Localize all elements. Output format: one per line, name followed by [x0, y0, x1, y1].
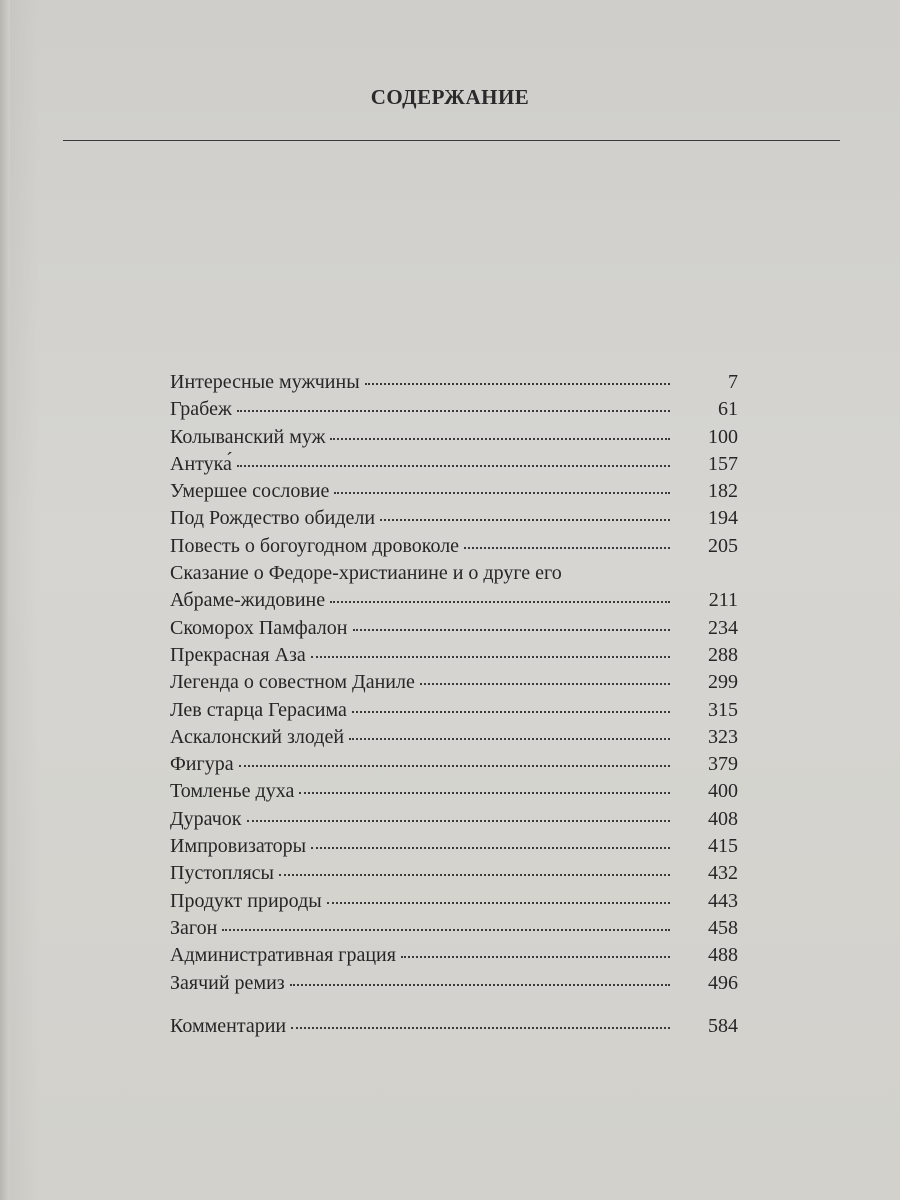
toc-entry: [170, 724, 738, 751]
leader-dots: [330, 599, 670, 603]
leader-dots: [352, 709, 670, 713]
toc-entry-page: 288: [708, 643, 738, 666]
leader-dots: [401, 954, 670, 958]
leader-dots: [311, 654, 670, 658]
page-title: СОДЕРЖАНИЕ: [370, 85, 530, 109]
page-binding-edge: [0, 0, 10, 1200]
toc-entry: [170, 806, 738, 833]
toc-entry: [170, 587, 738, 614]
leader-dots: [299, 790, 670, 794]
toc-entry: [170, 942, 738, 969]
leader-dots: [279, 872, 670, 876]
toc-entry: [170, 915, 738, 942]
leader-dots: [334, 490, 670, 494]
leader-dots: [239, 763, 670, 767]
leader-dots: [420, 681, 670, 685]
leader-dots: [380, 517, 670, 521]
toc-entry-title: Аскалонский злодей: [170, 725, 345, 748]
toc-entry-title: Заячий ремиз: [170, 971, 285, 994]
toc-entry-title: Повесть о богоугодном дровоколе: [170, 534, 460, 557]
toc-entry-title: Под Рождество обидели: [170, 507, 376, 530]
toc-entry: [170, 424, 738, 451]
toc-entry: [170, 669, 738, 696]
toc-entry-page: 315: [708, 698, 738, 721]
toc-entry: [170, 396, 738, 423]
toc-entry-title: Абраме-жидовине: [170, 589, 326, 612]
toc-entry: [170, 505, 738, 532]
toc-entry-title: Легенда о совестном Даниле: [170, 671, 415, 694]
toc-entry-page: 323: [708, 725, 738, 748]
toc-entry-title: Прекрасная Аза: [170, 643, 306, 666]
table-of-contents: [170, 369, 738, 1040]
leader-dots: [311, 845, 670, 849]
leader-dots: [291, 1025, 670, 1029]
leader-dots: [237, 408, 670, 412]
toc-entry-page: 443: [708, 889, 738, 912]
leader-dots: [330, 436, 670, 440]
toc-entry-page: 234: [708, 616, 738, 639]
toc-entry-title-line1: Сказание о Федоре-христианине и о друге его: [170, 562, 562, 585]
toc-entry-title: Антука́: [170, 452, 232, 475]
toc-entry: [170, 697, 738, 724]
toc-entry-title: Колыванский муж: [170, 425, 326, 448]
toc-entry-title: Томленье духа: [170, 780, 295, 803]
toc-entry-page: 458: [708, 916, 738, 939]
toc-entry-title: Умершее сословие: [170, 480, 330, 503]
toc-entry-page: 415: [708, 835, 738, 858]
toc-entry-page: 400: [708, 780, 738, 803]
toc-entry-page: 194: [708, 507, 738, 530]
toc-entry-page: 379: [708, 753, 738, 776]
toc-entry: [170, 451, 738, 478]
toc-entry: [170, 970, 738, 997]
toc-entry-title: Скоморох Памфалон: [170, 616, 348, 639]
leader-dots: [327, 900, 670, 904]
toc-entry-title: Фигура: [170, 753, 234, 776]
leader-dots: [349, 736, 670, 740]
toc-entry: [170, 369, 738, 396]
toc-entry: [170, 778, 738, 805]
toc-entry-title: Комментарии: [170, 1014, 287, 1037]
toc-entry: [170, 642, 738, 669]
toc-entry-page: 488: [708, 944, 738, 967]
toc-entry: [170, 888, 738, 915]
toc-entry: [170, 751, 738, 778]
toc-entry-title: Административная грация: [170, 944, 396, 967]
toc-entry-page: 211: [708, 589, 738, 612]
toc-entry-page: 408: [708, 807, 738, 830]
toc-entry-page: 496: [708, 971, 738, 994]
toc-entry: [170, 533, 738, 560]
toc-entry-title: Импровизаторы: [170, 835, 307, 858]
toc-entry-commentary: [170, 1013, 738, 1040]
toc-entry-page: 157: [708, 452, 738, 475]
toc-entry-page: 299: [708, 671, 738, 694]
toc-entry: [170, 615, 738, 642]
section-gap: [170, 997, 738, 1013]
leader-dots: [290, 982, 670, 986]
toc-entry: [170, 478, 738, 505]
toc-entry: [170, 860, 738, 887]
toc-entry-title: Интересные мужчины: [170, 371, 360, 393]
leader-dots: [365, 381, 670, 385]
toc-entry-page: 205: [708, 534, 738, 557]
heading-rule: [63, 140, 840, 141]
toc-entry-page: 584: [708, 1014, 738, 1037]
leader-dots: [464, 545, 670, 549]
toc-entry-title: Грабеж: [170, 398, 232, 421]
toc-entry-page: 432: [708, 862, 738, 885]
leader-dots: [247, 818, 671, 822]
toc-entry-page: 7: [728, 371, 738, 393]
toc-entry-title: Дурачок: [170, 807, 242, 830]
leader-dots: [237, 463, 670, 467]
toc-entry-page: 100: [708, 425, 738, 448]
toc-entry-title: Лев старца Герасима: [170, 698, 347, 721]
leader-dots: [353, 627, 671, 631]
toc-entry: [170, 833, 738, 860]
toc-entry-title: Пустоплясы: [170, 862, 274, 885]
toc-entry-page: 182: [708, 480, 738, 503]
toc-entry-title: Загон: [170, 916, 218, 939]
leader-dots: [222, 927, 670, 931]
toc-entry-title: Продукт природы: [170, 889, 322, 912]
toc-entry-page: 61: [718, 398, 738, 421]
